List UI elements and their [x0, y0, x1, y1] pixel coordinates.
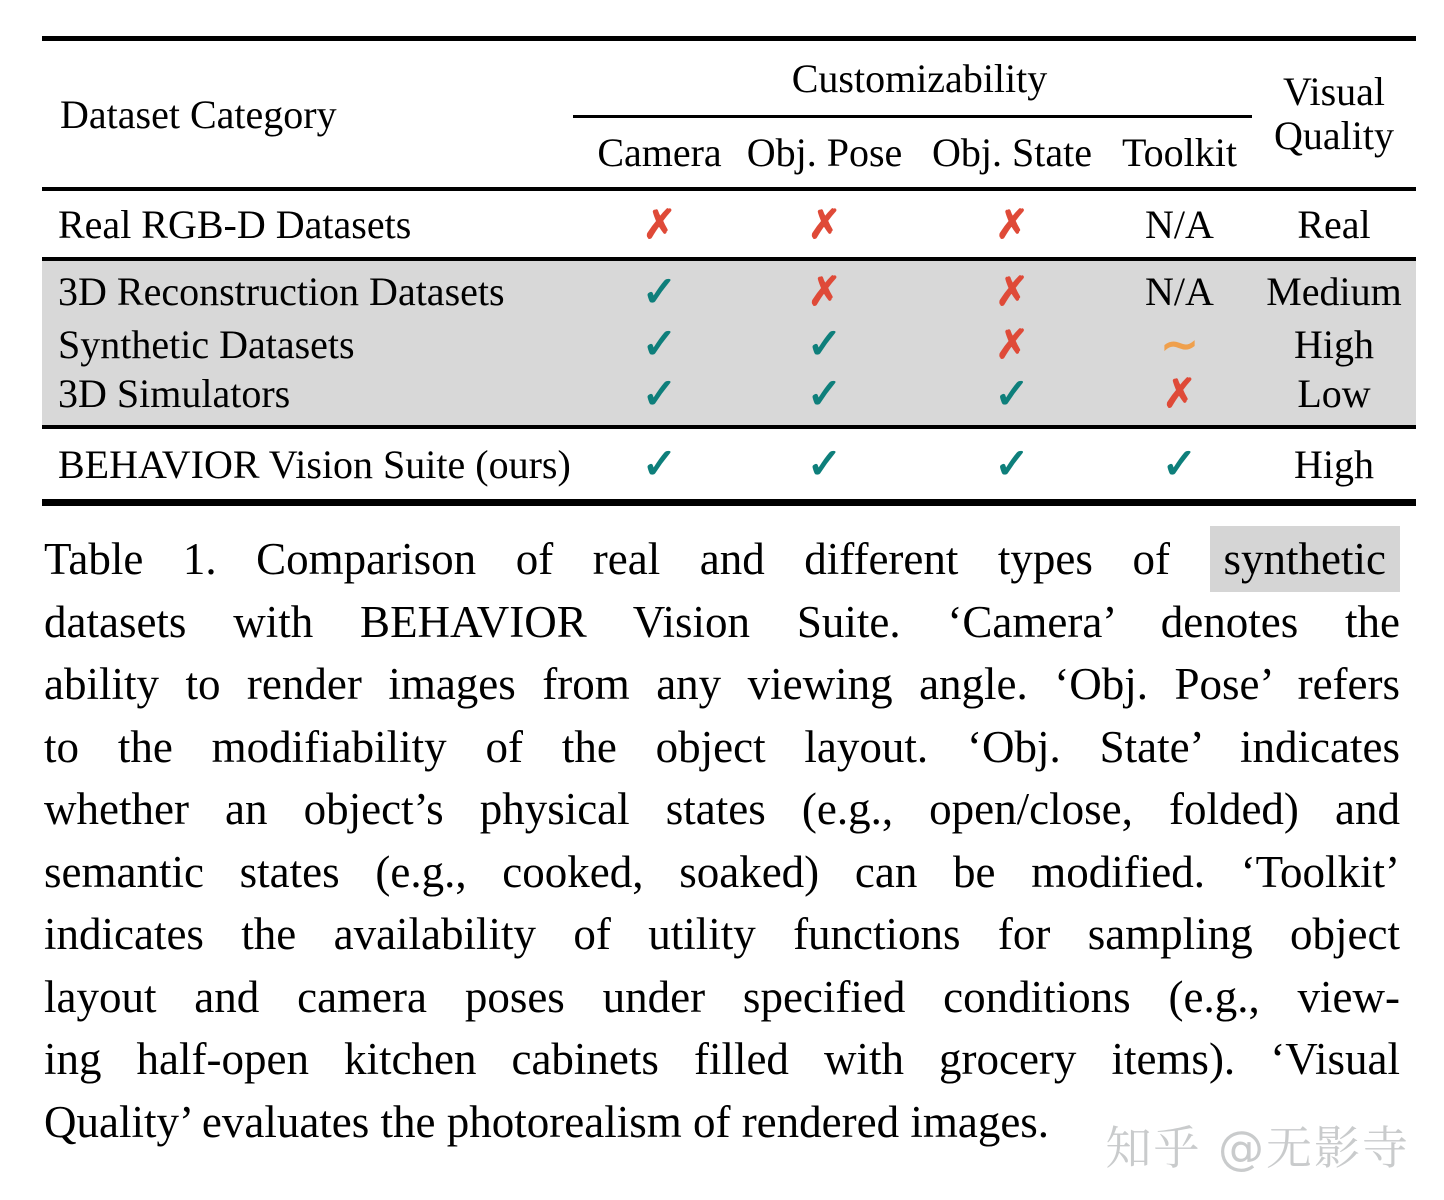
- caption-line: ing half-open kitchen cabinets filled with grocery items). ‘Visual: [44, 1034, 1400, 1084]
- obj-state-mark: ✗: [995, 321, 1029, 367]
- watermark-zhihu: 知乎 @无影寺: [1105, 1121, 1410, 1175]
- row-category: Synthetic Datasets: [58, 321, 355, 367]
- visual-quality-value: Low: [1297, 371, 1371, 416]
- header-obj-pose: Obj. Pose: [746, 130, 903, 175]
- toolkit-mark: N/A: [1145, 269, 1214, 314]
- header-visual-quality-line2: Quality: [1274, 113, 1394, 158]
- obj-pose-mark: ✓: [806, 322, 843, 368]
- toolkit-mark: ✓: [1161, 442, 1198, 488]
- table-row-ours: [42, 429, 1416, 499]
- obj-pose-mark: ✓: [806, 442, 843, 488]
- header-visual-quality: [1252, 41, 1416, 187]
- table-caption: [44, 528, 1400, 1153]
- obj-pose-mark: ✗: [807, 201, 842, 247]
- caption-line: layout and camera poses under specified conditions (e.g., view-: [44, 971, 1400, 1022]
- caption-line: indicates the availability of utility functions for sampling object: [44, 909, 1400, 959]
- camera-mark: ✓: [641, 322, 678, 368]
- camera-mark: ✓: [641, 269, 678, 316]
- header-camera: Camera: [597, 130, 722, 175]
- obj-state-mark: ✗: [995, 269, 1029, 314]
- header-customizability-group: [587, 41, 1252, 187]
- header-toolkit: Toolkit: [1122, 130, 1237, 175]
- row-category: 3D Reconstruction Datasets: [58, 269, 505, 314]
- header-visual-quality-line1: Visual: [1282, 69, 1386, 114]
- toolkit-mark: N/A: [1145, 201, 1214, 247]
- caption-line: whether an object’s physical states (e.g., open/close, folded) and: [44, 784, 1400, 834]
- table-row: [42, 317, 1416, 368]
- caption-line: ability to render images from any viewing angle. ‘Obj. Pose’ refers: [44, 659, 1400, 709]
- caption-line: datasets with BEHAVIOR Vision Suite. ‘Camera’ denotes the: [44, 596, 1400, 647]
- table-row: [42, 368, 1416, 419]
- visual-quality-value: High: [1294, 321, 1374, 367]
- header-obj-state: Obj. State: [932, 130, 1092, 175]
- table-header: [42, 41, 1416, 187]
- obj-pose-mark: ✗: [807, 269, 842, 314]
- header-customizability: Customizability: [791, 55, 1048, 101]
- toolkit-mark: ∼: [1160, 319, 1199, 370]
- caption-line1-text: Table 1. Comparison of real and different types of: [44, 534, 1170, 584]
- table-row: [42, 191, 1416, 257]
- obj-state-mark: ✗: [995, 201, 1029, 247]
- table-row: [42, 266, 1416, 317]
- visual-quality-value: Medium: [1266, 269, 1402, 314]
- shaded-row-group: [42, 261, 1416, 425]
- caption-highlighted-word: synthetic: [1210, 526, 1400, 592]
- row-category: BEHAVIOR Vision Suite (ours): [58, 441, 571, 487]
- row-category: 3D Simulators: [58, 371, 291, 416]
- toolkit-mark: ✗: [1162, 371, 1197, 416]
- obj-pose-mark: ✓: [806, 371, 843, 418]
- obj-state-mark: ✓: [994, 442, 1030, 488]
- caption-line: semantic states (e.g., cooked, soaked) can be modified. ‘Toolkit’: [44, 846, 1400, 897]
- caption-line: to the modifiability of the object layout. ‘Obj. State’ indicates: [44, 721, 1400, 772]
- visual-quality-value: Real: [1297, 201, 1371, 247]
- header-dataset-category: Dataset Category: [60, 91, 337, 137]
- caption-line: Quality’ evaluates the photorealism of rendered images.: [44, 1096, 1050, 1147]
- row-category: Real RGB-D Datasets: [58, 201, 412, 247]
- obj-state-mark: ✓: [994, 371, 1030, 418]
- caption-line: [44, 528, 1400, 591]
- header-subcolumns: [587, 118, 1252, 187]
- camera-mark: ✓: [641, 442, 678, 488]
- camera-mark: ✗: [642, 201, 677, 247]
- comparison-table: [42, 36, 1416, 506]
- table-bottom-rule: [42, 499, 1416, 506]
- camera-mark: ✓: [641, 371, 678, 418]
- visual-quality-value: High: [1294, 441, 1374, 487]
